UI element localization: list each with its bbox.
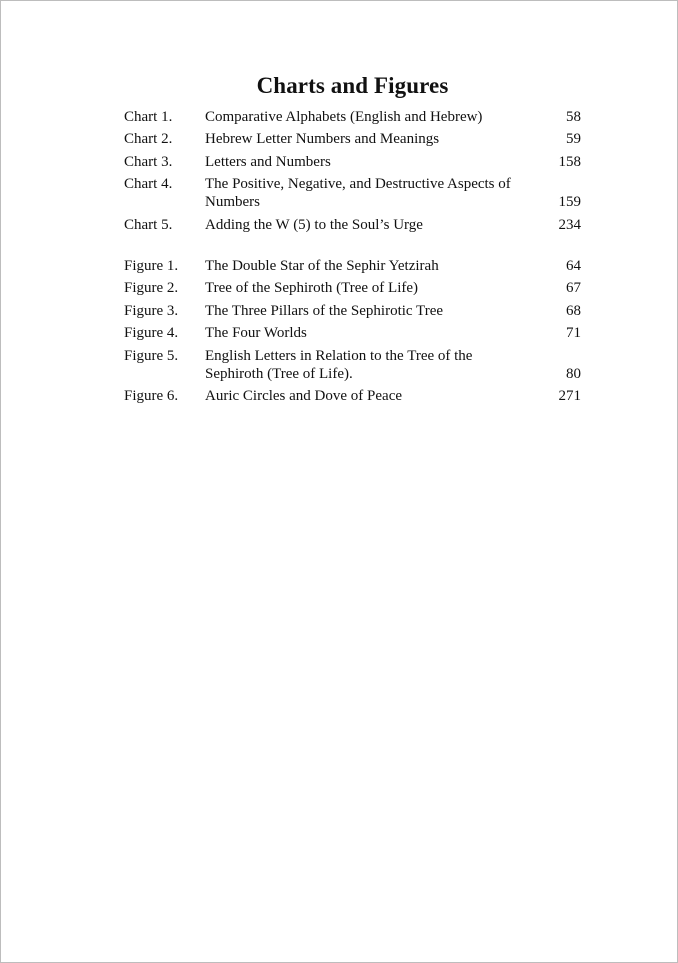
entry-page-number: 58	[566, 109, 581, 125]
figure-entry-3	[124, 302, 581, 320]
figure-entry-2	[124, 279, 581, 297]
entry-label: Chart 3.	[124, 153, 173, 170]
entry-label: Chart 1.	[124, 109, 173, 125]
entry-title: The Double Star of the Sephir Yetzirah	[205, 258, 439, 274]
entry-title: Comparative Alphabets (English and Hebrew)	[205, 109, 483, 125]
entry-page-number: 159	[558, 194, 581, 211]
entry-label: Chart 2.	[124, 131, 173, 148]
entry-title: The Positive, Negative, and Destructive Aspects of Numbers	[205, 176, 511, 211]
entry-label: Figure 2.	[124, 280, 179, 297]
chart-entry-5	[124, 216, 581, 234]
entry-title: Hebrew Letter Numbers and Meanings	[205, 131, 440, 148]
entry-page-number: 271	[558, 387, 581, 404]
chart-entry-1	[124, 108, 581, 126]
entry-title: Adding the W (5) to the Soul’s Urge	[205, 216, 423, 233]
entry-page-number: 67	[566, 280, 581, 297]
entry-label: Figure 4.	[124, 325, 179, 342]
entry-page-number: 59	[566, 131, 581, 148]
figure-entry-4	[124, 324, 581, 342]
entry-label: Figure 3.	[124, 302, 179, 319]
entry-label: Chart 5.	[124, 216, 173, 233]
figure-entry-6	[124, 387, 581, 405]
chart-entry-3	[124, 153, 581, 171]
entry-page-number: 68	[566, 302, 581, 319]
entry-label: Chart 4.	[124, 176, 173, 193]
page-title: Charts and Figures	[256, 73, 449, 98]
charts-list	[124, 108, 581, 238]
entry-label: Figure 5.	[124, 347, 179, 364]
entry-page-number: 64	[566, 258, 581, 274]
figure-entry-1	[124, 257, 581, 275]
entry-label: Figure 6.	[124, 387, 179, 404]
entry-title: Auric Circles and Dove of Peace	[205, 387, 403, 404]
chart-entry-4	[124, 175, 581, 211]
entry-page-number: 234	[558, 216, 581, 233]
entry-title: English Letters in Relation to the Tree of the Sephiroth (Tree of Life).	[205, 347, 473, 382]
entry-page-number: 71	[566, 325, 581, 342]
figure-entry-5	[124, 347, 581, 383]
entry-page-number: 80	[566, 365, 581, 382]
entry-label: Figure 1.	[124, 258, 179, 274]
figures-list	[124, 257, 581, 409]
entry-title: Letters and Numbers	[205, 153, 331, 170]
entry-page-number: 158	[558, 153, 581, 170]
chart-entry-2	[124, 130, 581, 148]
entry-title: Tree of the Sephiroth (Tree of Life)	[205, 280, 419, 297]
entry-title: The Four Worlds	[205, 325, 307, 342]
entry-title: The Three Pillars of the Sephirotic Tree	[205, 302, 444, 319]
